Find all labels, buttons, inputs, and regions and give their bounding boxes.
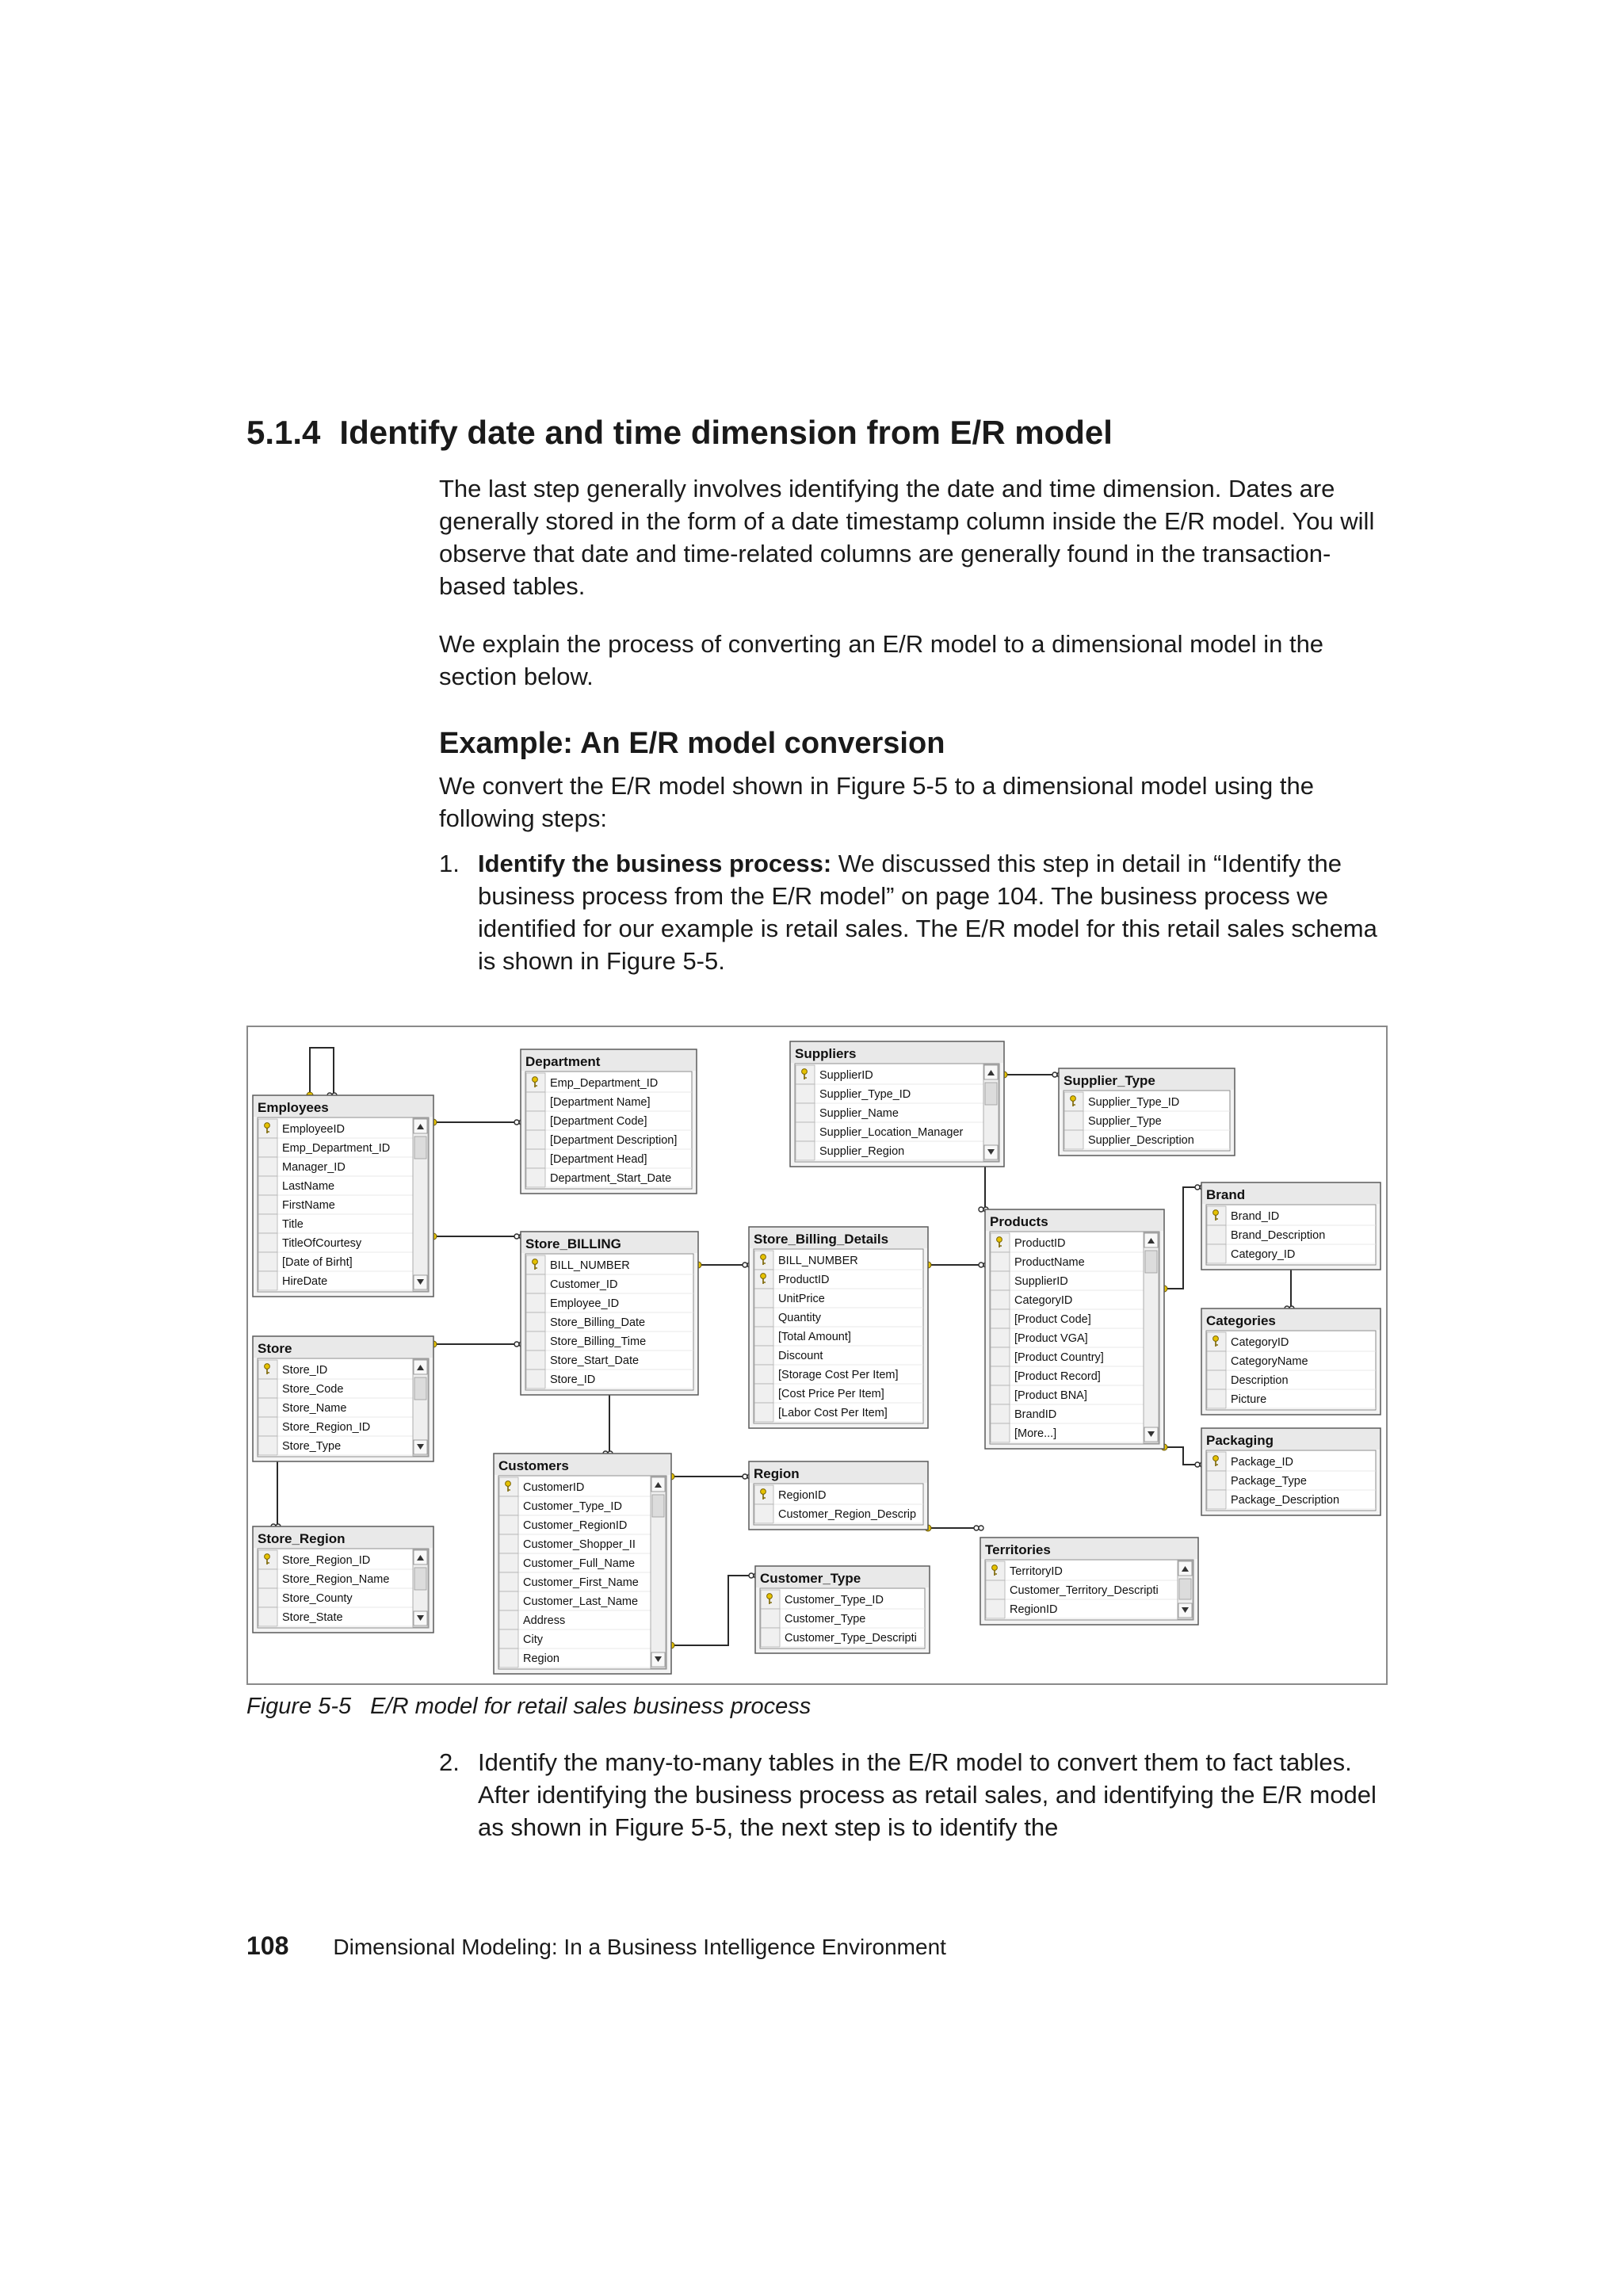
column-name: Supplier_Type_ID bbox=[819, 1088, 911, 1101]
column-name: [Department Code] bbox=[550, 1115, 647, 1128]
relationship-connector bbox=[1161, 1185, 1205, 1292]
relationship-connector bbox=[1161, 1444, 1205, 1467]
entity-title: Employees bbox=[258, 1100, 329, 1115]
relationship-connector bbox=[925, 1525, 983, 1531]
table-scrollbar[interactable] bbox=[983, 1064, 999, 1161]
column-name: Department_Start_Date bbox=[550, 1172, 672, 1185]
column-name: SupplierID bbox=[1014, 1275, 1068, 1288]
column-name: UnitPrice bbox=[778, 1293, 825, 1305]
column-name: ProductName bbox=[1014, 1256, 1085, 1269]
column-name: RegionID bbox=[778, 1489, 827, 1502]
figure-caption bbox=[246, 1694, 811, 1720]
entity-title: Territories bbox=[985, 1542, 1051, 1557]
entity-tables bbox=[253, 1041, 1381, 1674]
step-bold-lead: Identify the business process: bbox=[478, 850, 832, 877]
entity-table-suppliers[interactable] bbox=[790, 1041, 1004, 1167]
column-name: Supplier_Name bbox=[819, 1107, 899, 1120]
column-name: LastName bbox=[282, 1180, 335, 1193]
column-name: Address bbox=[523, 1614, 566, 1627]
column-name: [Storage Cost Per Item] bbox=[778, 1369, 899, 1381]
step-number: 2. bbox=[439, 1748, 460, 1776]
column-name: Picture bbox=[1231, 1393, 1267, 1406]
column-name: [Product Record] bbox=[1014, 1370, 1101, 1383]
column-name: [Labor Cost Per Item] bbox=[778, 1407, 888, 1419]
table-scrollbar[interactable] bbox=[413, 1549, 428, 1627]
column-name: Title bbox=[282, 1218, 304, 1231]
relationship-connector bbox=[1001, 1072, 1062, 1078]
column-name: Store_County bbox=[282, 1592, 353, 1605]
column-name: Supplier_Type bbox=[1088, 1115, 1162, 1128]
step-number: 1. bbox=[439, 850, 460, 877]
column-name: Customer_First_Name bbox=[523, 1576, 639, 1589]
column-name: Customer_Type_ID bbox=[523, 1500, 622, 1513]
column-name: FirstName bbox=[282, 1199, 335, 1212]
column-name: Emp_Department_ID bbox=[550, 1077, 659, 1090]
table-scrollbar[interactable] bbox=[1178, 1561, 1193, 1619]
section-heading bbox=[246, 414, 1113, 452]
relationship-connector bbox=[430, 1119, 524, 1125]
column-name: ProductID bbox=[778, 1274, 830, 1286]
entity-table-products[interactable] bbox=[985, 1209, 1164, 1449]
column-name: Package_Type bbox=[1231, 1475, 1307, 1488]
column-name: Customer_Full_Name bbox=[523, 1557, 636, 1570]
entity-table-packaging[interactable] bbox=[1201, 1428, 1381, 1515]
column-name: Customer_Shopper_II bbox=[523, 1538, 636, 1551]
entity-title: Store bbox=[258, 1341, 292, 1356]
column-name: CustomerID bbox=[523, 1481, 585, 1494]
column-name: Package_ID bbox=[1231, 1456, 1293, 1469]
many-end-icon bbox=[974, 1526, 983, 1530]
column-name: Store_Start_Date bbox=[550, 1354, 640, 1367]
relationship-connector bbox=[695, 1262, 752, 1268]
column-name: Store_ID bbox=[550, 1373, 596, 1386]
entity-table-store-region[interactable] bbox=[253, 1526, 433, 1633]
entity-title: Brand bbox=[1206, 1187, 1246, 1202]
section-number: 5.1.4 bbox=[246, 414, 321, 451]
column-name: Store_State bbox=[282, 1611, 343, 1624]
relationship-connector bbox=[430, 1341, 524, 1347]
column-name: [Product Code] bbox=[1014, 1313, 1091, 1326]
er-diagram bbox=[248, 1027, 1386, 1683]
column-name: BILL_NUMBER bbox=[778, 1255, 858, 1267]
column-name: Store_Region_ID bbox=[282, 1421, 371, 1434]
entity-table-store-billing[interactable] bbox=[521, 1232, 698, 1395]
column-name: Store_Code bbox=[282, 1383, 344, 1396]
entity-title: Store_BILLING bbox=[525, 1236, 621, 1251]
step-1 bbox=[439, 847, 1398, 977]
column-name: Manager_ID bbox=[282, 1161, 346, 1174]
column-name: Customer_Type bbox=[785, 1613, 866, 1626]
entity-title: Categories bbox=[1206, 1313, 1276, 1328]
entity-table-territories[interactable] bbox=[980, 1538, 1198, 1625]
table-scrollbar[interactable] bbox=[413, 1118, 428, 1291]
relationship-connector bbox=[979, 1160, 988, 1212]
figure-caption-text: E/R model for retail sales business process bbox=[370, 1694, 812, 1719]
column-name: Customer_Type_Descripti bbox=[785, 1632, 917, 1645]
relationship-connector bbox=[668, 1573, 758, 1648]
column-name: Supplier_Description bbox=[1088, 1134, 1194, 1147]
paragraph-intro: The last step generally involves identifying the date and time dimension. Dates are generally stored in the form of a date timestamp column inside the E/R model. You will observe that date and time-related columns are generally found in the transaction-based tables. bbox=[439, 475, 1375, 600]
page-footer bbox=[246, 1931, 946, 1961]
page-number: 108 bbox=[246, 1931, 289, 1960]
column-name: RegionID bbox=[1010, 1603, 1058, 1616]
entity-table-customers[interactable] bbox=[494, 1454, 671, 1674]
column-name: Region bbox=[523, 1652, 559, 1665]
example-heading: Example: An E/R model conversion bbox=[439, 727, 945, 760]
entity-table-customer-type[interactable] bbox=[755, 1566, 930, 1653]
column-name: [Department Name] bbox=[550, 1096, 651, 1109]
column-name: BILL_NUMBER bbox=[550, 1259, 630, 1272]
column-name: Emp_Department_ID bbox=[282, 1142, 391, 1155]
entity-title: Packaging bbox=[1206, 1433, 1274, 1448]
entity-title: Products bbox=[990, 1214, 1048, 1229]
relationship-connector bbox=[668, 1473, 752, 1480]
entity-title: Store_Region bbox=[258, 1531, 346, 1546]
column-name: Supplier_Location_Manager bbox=[819, 1126, 964, 1139]
step-text: We discussed this step in detail in “Identify the business process from the E/R model” on page 104. The business process we identified for our example is retail sales. The E/R model for this retail sales schema is shown in Figure 5-5. bbox=[478, 850, 1377, 975]
column-name: [Department Description] bbox=[550, 1134, 678, 1147]
column-name: Brand_Description bbox=[1231, 1229, 1326, 1242]
column-name: Store_ID bbox=[282, 1364, 328, 1377]
entity-title: Suppliers bbox=[795, 1046, 857, 1061]
entity-title: Store_Billing_Details bbox=[754, 1232, 889, 1247]
entity-table-region[interactable] bbox=[749, 1461, 928, 1530]
column-name: Supplier_Type_ID bbox=[1088, 1096, 1180, 1109]
entity-table-store-billing-details[interactable] bbox=[749, 1227, 928, 1428]
table-scrollbar[interactable] bbox=[413, 1359, 428, 1456]
book-title: Dimensional Modeling: In a Business Intelligence Environment bbox=[333, 1935, 946, 1959]
column-name: Discount bbox=[778, 1350, 823, 1362]
column-name: Store_Name bbox=[282, 1402, 347, 1415]
column-name: Package_Description bbox=[1231, 1494, 1340, 1507]
column-name: Customer_Territory_Descripti bbox=[1010, 1584, 1159, 1597]
column-name: Store_Region_ID bbox=[282, 1554, 371, 1567]
entity-table-supplier-type[interactable] bbox=[1059, 1068, 1235, 1156]
column-name: EmployeeID bbox=[282, 1123, 345, 1136]
column-name: [Total Amount] bbox=[778, 1331, 851, 1343]
column-name: [Department Head] bbox=[550, 1153, 647, 1166]
column-name: Store_Type bbox=[282, 1440, 342, 1453]
column-name: Category_ID bbox=[1231, 1248, 1296, 1261]
example-intro: We convert the E/R model shown in Figure 5-5 to a dimensional model using the following steps: bbox=[439, 772, 1314, 832]
entity-table-department[interactable] bbox=[521, 1049, 697, 1194]
entity-title: Region bbox=[754, 1466, 800, 1481]
column-name: [Date of Birht] bbox=[282, 1256, 353, 1269]
column-name: BrandID bbox=[1014, 1408, 1057, 1421]
column-name: Customer_Last_Name bbox=[523, 1595, 639, 1608]
entity-title: Supplier_Type bbox=[1064, 1073, 1155, 1088]
figure-er-model bbox=[246, 1026, 1388, 1685]
figure-number: Figure 5-5 bbox=[246, 1694, 352, 1719]
relationship-connector bbox=[307, 1048, 337, 1098]
column-name: TitleOfCourtesy bbox=[282, 1237, 362, 1250]
column-name: City bbox=[523, 1633, 543, 1646]
column-name: Brand_ID bbox=[1231, 1210, 1280, 1223]
entity-title: Customers bbox=[498, 1458, 569, 1473]
column-name: Customer_Region_Descrip bbox=[778, 1508, 917, 1521]
step-text: Identify the many-to-many tables in the E/R model to convert them to fact tables. After identifying the business process as retail sales, and identifying the E/R model as shown in Figure 5-5, the next step is to identify the bbox=[478, 1748, 1377, 1841]
table-scrollbar[interactable] bbox=[1144, 1232, 1159, 1443]
column-name: Customer_ID bbox=[550, 1278, 618, 1291]
paragraph-explain: We explain the process of converting an E/R model to a dimensional model in the section below. bbox=[439, 630, 1324, 690]
column-name: [Product BNA] bbox=[1014, 1389, 1087, 1402]
column-name: SupplierID bbox=[819, 1069, 873, 1082]
column-name: Supplier_Region bbox=[819, 1145, 905, 1158]
column-name: TerritoryID bbox=[1010, 1565, 1063, 1578]
table-scrollbar[interactable] bbox=[651, 1477, 666, 1668]
column-name: [More...] bbox=[1014, 1427, 1057, 1440]
relationship-connector bbox=[925, 1262, 988, 1268]
column-name: CategoryID bbox=[1014, 1294, 1073, 1307]
column-name: ProductID bbox=[1014, 1237, 1066, 1250]
entity-table-store[interactable] bbox=[253, 1336, 433, 1461]
column-name: CategoryName bbox=[1231, 1355, 1308, 1368]
entity-table-brand[interactable] bbox=[1201, 1182, 1381, 1270]
column-name: [Product Country] bbox=[1014, 1351, 1104, 1364]
column-name: Employee_ID bbox=[550, 1297, 620, 1310]
relationship-connector bbox=[430, 1233, 524, 1240]
column-name: [Product VGA] bbox=[1014, 1332, 1088, 1345]
column-name: Customer_RegionID bbox=[523, 1519, 628, 1532]
column-name: CategoryID bbox=[1231, 1336, 1289, 1349]
entity-title: Customer_Type bbox=[760, 1571, 861, 1586]
entity-table-categories[interactable] bbox=[1201, 1308, 1381, 1415]
column-name: Store_Billing_Date bbox=[550, 1316, 646, 1329]
entity-table-employees[interactable] bbox=[253, 1095, 433, 1297]
column-name: Quantity bbox=[778, 1312, 821, 1324]
column-name: [Cost Price Per Item] bbox=[778, 1388, 884, 1400]
step-2 bbox=[439, 1746, 1398, 1843]
column-name: HireDate bbox=[282, 1275, 328, 1288]
column-name: Customer_Type_ID bbox=[785, 1594, 884, 1606]
entity-title: Department bbox=[525, 1054, 601, 1069]
section-title: Identify date and time dimension from E/R model bbox=[339, 414, 1113, 451]
column-name: Description bbox=[1231, 1374, 1289, 1387]
column-name: Store_Region_Name bbox=[282, 1573, 390, 1586]
column-name: Store_Billing_Time bbox=[550, 1335, 647, 1348]
